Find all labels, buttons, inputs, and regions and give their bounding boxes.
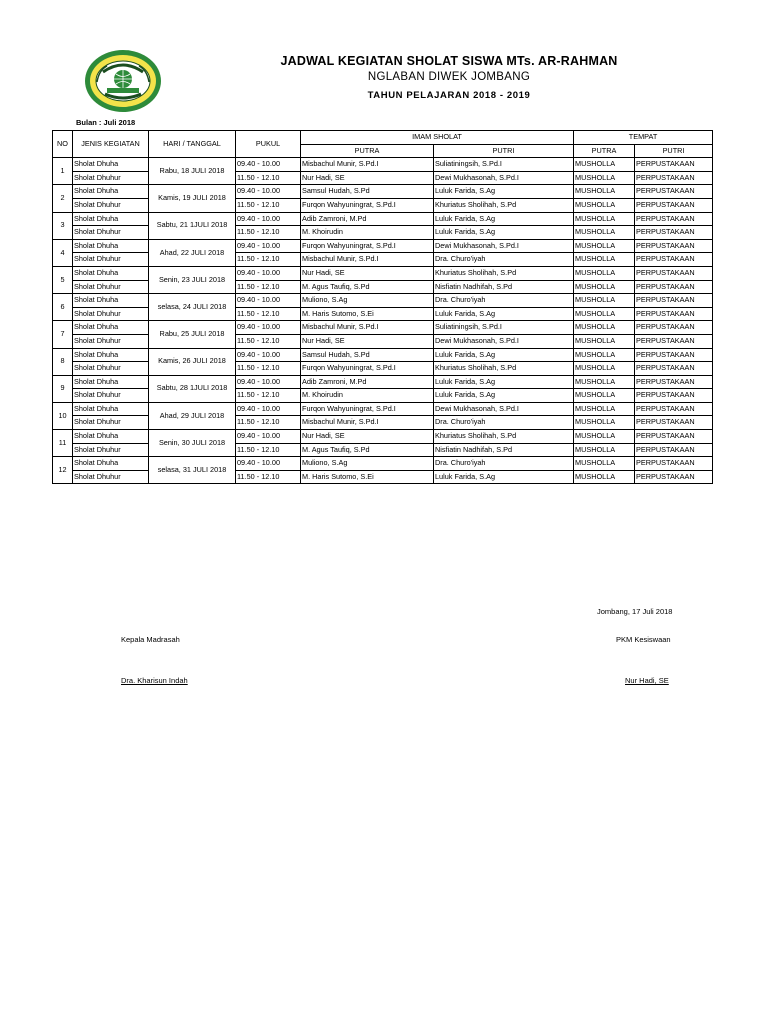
cell-kegiatan: Sholat Dhuha	[73, 294, 149, 308]
cell-kegiatan: Sholat Dhuhur	[73, 307, 149, 321]
col-header-pukul: PUKUL	[236, 131, 301, 158]
signature-left-role: Kepala Madrasah	[121, 635, 180, 644]
row-number: 7	[53, 321, 73, 348]
cell-imam-putra: Furqon Wahyuningrat, S.Pd.I	[301, 402, 434, 416]
cell-imam-putra: Adib Zamroni, M.Pd	[301, 375, 434, 389]
row-number: 8	[53, 348, 73, 375]
col-header-imam-putri: PUTRI	[434, 144, 574, 158]
cell-tempat-putra: MUSHOLLA	[574, 457, 635, 471]
cell-pukul: 11.50 - 12.10	[236, 470, 301, 484]
cell-date: Kamis, 19 JULI 2018	[149, 185, 236, 212]
cell-tempat-putra: MUSHOLLA	[574, 375, 635, 389]
cell-tempat-putri: PERPUSTAKAAN	[635, 158, 713, 172]
cell-imam-putra: Samsul Hudah, S.Pd	[301, 185, 434, 199]
col-header-imam-putra: PUTRA	[301, 144, 434, 158]
cell-date: selasa, 31 JULI 2018	[149, 457, 236, 484]
cell-date: selasa, 24 JULI 2018	[149, 294, 236, 321]
cell-tempat-putri: PERPUSTAKAAN	[635, 362, 713, 376]
cell-tempat-putri: PERPUSTAKAAN	[635, 416, 713, 430]
cell-imam-putri: Dewi Mukhasonah, S.Pd.I	[434, 402, 574, 416]
cell-imam-putra: Misbachul Munir, S.Pd.I	[301, 253, 434, 267]
cell-imam-putri: Suliatiningsih, S.Pd.I	[434, 158, 574, 172]
cell-tempat-putra: MUSHOLLA	[574, 416, 635, 430]
cell-kegiatan: Sholat Dhuhur	[73, 334, 149, 348]
cell-imam-putri: Khuriatus Sholihah, S.Pd	[434, 198, 574, 212]
cell-imam-putra: Samsul Hudah, S.Pd	[301, 348, 434, 362]
cell-pukul: 11.50 - 12.10	[236, 334, 301, 348]
table-row	[53, 266, 713, 280]
cell-kegiatan: Sholat Dhuhur	[73, 416, 149, 430]
cell-pukul: 09.40 - 10.00	[236, 321, 301, 335]
cell-tempat-putri: PERPUSTAKAAN	[635, 443, 713, 457]
cell-pukul: 11.50 - 12.10	[236, 362, 301, 376]
cell-date: Sabtu, 21 1JULI 2018	[149, 212, 236, 239]
cell-imam-putra: Muliono, S.Ag	[301, 457, 434, 471]
cell-pukul: 09.40 - 10.00	[236, 212, 301, 226]
row-number: 10	[53, 402, 73, 429]
header-row	[53, 131, 713, 145]
cell-kegiatan: Sholat Dhuhur	[73, 171, 149, 185]
cell-imam-putri: Dewi Mukhasonah, S.Pd.I	[434, 334, 574, 348]
cell-tempat-putri: PERPUSTAKAAN	[635, 470, 713, 484]
cell-imam-putra: Furqon Wahyuningrat, S.Pd.I	[301, 239, 434, 253]
cell-date: Ahad, 22 JULI 2018	[149, 239, 236, 266]
cell-pukul: 11.50 - 12.10	[236, 198, 301, 212]
cell-kegiatan: Sholat Dhuha	[73, 402, 149, 416]
cell-imam-putra: Misbachul Munir, S.Pd.I	[301, 321, 434, 335]
academic-year: TAHUN PELAJARAN 2018 - 2019	[367, 90, 531, 101]
cell-pukul: 09.40 - 10.00	[236, 402, 301, 416]
cell-kegiatan: Sholat Dhuhur	[73, 280, 149, 294]
cell-kegiatan: Sholat Dhuha	[73, 348, 149, 362]
cell-imam-putri: Nisfiatin Nadhifah, S.Pd	[434, 280, 574, 294]
col-header-tempat: TEMPAT	[574, 131, 713, 145]
cell-tempat-putri: PERPUSTAKAAN	[635, 375, 713, 389]
table-row	[53, 294, 713, 308]
cell-pukul: 11.50 - 12.10	[236, 416, 301, 430]
cell-date: Senin, 30 JULI 2018	[149, 430, 236, 457]
cell-pukul: 11.50 - 12.10	[236, 171, 301, 185]
cell-tempat-putri: PERPUSTAKAAN	[635, 185, 713, 199]
cell-imam-putra: M. Khoirudin	[301, 226, 434, 240]
cell-imam-putri: Luluk Farida, S.Ag	[434, 375, 574, 389]
cell-imam-putri: Dewi Mukhasonah, S.Pd.I	[434, 239, 574, 253]
table-row	[53, 321, 713, 335]
cell-tempat-putra: MUSHOLLA	[574, 470, 635, 484]
cell-imam-putri: Dewi Mukhasonah, S.Pd.I	[434, 171, 574, 185]
table-row	[53, 185, 713, 199]
cell-imam-putra: M. Haris Sutomo, S.Ei	[301, 307, 434, 321]
cell-pukul: 09.40 - 10.00	[236, 430, 301, 444]
cell-tempat-putri: PERPUSTAKAAN	[635, 402, 713, 416]
row-number: 1	[53, 158, 73, 185]
cell-date: Sabtu, 28 1JULI 2018	[149, 375, 236, 402]
cell-imam-putra: Furqon Wahyuningrat, S.Pd.I	[301, 198, 434, 212]
cell-imam-putra: Muliono, S.Ag	[301, 294, 434, 308]
cell-date: Ahad, 29 JULI 2018	[149, 402, 236, 429]
cell-tempat-putri: PERPUSTAKAAN	[635, 212, 713, 226]
col-header-tempat-putra: PUTRA	[574, 144, 635, 158]
cell-kegiatan: Sholat Dhuha	[73, 212, 149, 226]
cell-pukul: 09.40 - 10.00	[236, 266, 301, 280]
cell-tempat-putra: MUSHOLLA	[574, 185, 635, 199]
col-header-imam: IMAM SHOLAT	[301, 131, 574, 145]
cell-imam-putra: M. Khoirudin	[301, 389, 434, 403]
cell-imam-putra: Misbachul Munir, S.Pd.I	[301, 416, 434, 430]
cell-tempat-putri: PERPUSTAKAAN	[635, 294, 713, 308]
col-header-kegiatan: JENIS KEGIATAN	[73, 131, 149, 158]
cell-date: Kamis, 26 JULI 2018	[149, 348, 236, 375]
table-row	[53, 158, 713, 172]
cell-pukul: 11.50 - 12.10	[236, 443, 301, 457]
cell-pukul: 09.40 - 10.00	[236, 348, 301, 362]
cell-imam-putra: Nur Hadi, SE	[301, 266, 434, 280]
cell-tempat-putri: PERPUSTAKAAN	[635, 198, 713, 212]
cell-pukul: 09.40 - 10.00	[236, 158, 301, 172]
table-row	[53, 239, 713, 253]
row-number: 5	[53, 266, 73, 293]
cell-kegiatan: Sholat Dhuha	[73, 457, 149, 471]
table-row	[53, 375, 713, 389]
schedule-table	[52, 130, 713, 484]
row-number: 6	[53, 294, 73, 321]
cell-pukul: 11.50 - 12.10	[236, 226, 301, 240]
cell-tempat-putra: MUSHOLLA	[574, 334, 635, 348]
cell-imam-putra: Furqon Wahyuningrat, S.Pd.I	[301, 362, 434, 376]
cell-tempat-putri: PERPUSTAKAAN	[635, 253, 713, 267]
cell-tempat-putra: MUSHOLLA	[574, 307, 635, 321]
cell-tempat-putra: MUSHOLLA	[574, 239, 635, 253]
cell-pukul: 09.40 - 10.00	[236, 185, 301, 199]
cell-pukul: 11.50 - 12.10	[236, 307, 301, 321]
cell-date: Rabu, 25 JULI 2018	[149, 321, 236, 348]
cell-imam-putri: Luluk Farida, S.Ag	[434, 212, 574, 226]
row-number: 9	[53, 375, 73, 402]
row-number: 2	[53, 185, 73, 212]
cell-tempat-putra: MUSHOLLA	[574, 294, 635, 308]
cell-kegiatan: Sholat Dhuha	[73, 185, 149, 199]
cell-kegiatan: Sholat Dhuhur	[73, 470, 149, 484]
cell-kegiatan: Sholat Dhuha	[73, 430, 149, 444]
cell-tempat-putri: PERPUSTAKAAN	[635, 266, 713, 280]
cell-imam-putra: Adib Zamroni, M.Pd	[301, 212, 434, 226]
cell-tempat-putra: MUSHOLLA	[574, 430, 635, 444]
cell-kegiatan: Sholat Dhuhur	[73, 253, 149, 267]
cell-tempat-putra: MUSHOLLA	[574, 158, 635, 172]
cell-kegiatan: Sholat Dhuhur	[73, 389, 149, 403]
table-row	[53, 348, 713, 362]
cell-imam-putra: Nur Hadi, SE	[301, 430, 434, 444]
cell-imam-putri: Luluk Farida, S.Ag	[434, 226, 574, 240]
cell-tempat-putri: PERPUSTAKAAN	[635, 239, 713, 253]
cell-kegiatan: Sholat Dhuhur	[73, 226, 149, 240]
row-number: 4	[53, 239, 73, 266]
col-header-tempat-putri: PUTRI	[635, 144, 713, 158]
cell-pukul: 09.40 - 10.00	[236, 375, 301, 389]
cell-kegiatan: Sholat Dhuhur	[73, 198, 149, 212]
cell-date: Rabu, 18 JULI 2018	[149, 158, 236, 185]
document-subtitle: NGLABAN DIWEK JOMBANG	[367, 71, 531, 83]
month-label: Bulan : Juli 2018	[76, 118, 136, 127]
cell-tempat-putri: PERPUSTAKAAN	[635, 389, 713, 403]
signature-left-name: Dra. Kharisun Indah	[121, 676, 188, 685]
cell-kegiatan: Sholat Dhuha	[73, 239, 149, 253]
cell-imam-putri: Khuriatus Sholihah, S.Pd	[434, 362, 574, 376]
cell-tempat-putra: MUSHOLLA	[574, 266, 635, 280]
cell-pukul: 11.50 - 12.10	[236, 253, 301, 267]
cell-tempat-putra: MUSHOLLA	[574, 402, 635, 416]
cell-pukul: 09.40 - 10.00	[236, 294, 301, 308]
cell-tempat-putra: MUSHOLLA	[574, 226, 635, 240]
table-row	[53, 430, 713, 444]
cell-imam-putri: Luluk Farida, S.Ag	[434, 470, 574, 484]
cell-tempat-putra: MUSHOLLA	[574, 280, 635, 294]
cell-imam-putri: Luluk Farida, S.Ag	[434, 185, 574, 199]
cell-tempat-putri: PERPUSTAKAAN	[635, 226, 713, 240]
cell-kegiatan: Sholat Dhuha	[73, 158, 149, 172]
cell-date: Senin, 23 JULI 2018	[149, 266, 236, 293]
signature-right-name: Nur Hadi, SE	[625, 676, 669, 685]
cell-tempat-putri: PERPUSTAKAAN	[635, 430, 713, 444]
cell-imam-putri: Khuriatus Sholihah, S.Pd	[434, 266, 574, 280]
cell-tempat-putra: MUSHOLLA	[574, 253, 635, 267]
cell-tempat-putra: MUSHOLLA	[574, 212, 635, 226]
cell-imam-putra: Misbachul Munir, S.Pd.I	[301, 158, 434, 172]
cell-imam-putri: Luluk Farida, S.Ag	[434, 307, 574, 321]
cell-tempat-putra: MUSHOLLA	[574, 389, 635, 403]
row-number: 12	[53, 457, 73, 484]
cell-pukul: 11.50 - 12.10	[236, 389, 301, 403]
signature-right-role: PKM Kesiswaan	[616, 635, 671, 644]
cell-tempat-putra: MUSHOLLA	[574, 171, 635, 185]
cell-tempat-putra: MUSHOLLA	[574, 443, 635, 457]
cell-tempat-putra: MUSHOLLA	[574, 321, 635, 335]
cell-pukul: 09.40 - 10.00	[236, 457, 301, 471]
cell-kegiatan: Sholat Dhuhur	[73, 443, 149, 457]
cell-kegiatan: Sholat Dhuhur	[73, 362, 149, 376]
table-row	[53, 212, 713, 226]
cell-imam-putri: Dra. Churo'iyah	[434, 457, 574, 471]
cell-tempat-putra: MUSHOLLA	[574, 198, 635, 212]
cell-imam-putra: Nur Hadi, SE	[301, 171, 434, 185]
cell-tempat-putri: PERPUSTAKAAN	[635, 280, 713, 294]
col-header-tanggal: HARI / TANGGAL	[149, 131, 236, 158]
cell-tempat-putri: PERPUSTAKAAN	[635, 348, 713, 362]
row-number: 3	[53, 212, 73, 239]
cell-imam-putri: Khuriatus Sholihah, S.Pd	[434, 430, 574, 444]
cell-imam-putra: M. Agus Taufiq, S.Pd	[301, 443, 434, 457]
signature-place-date: Jombang, 17 Juli 2018	[597, 607, 673, 616]
cell-tempat-putri: PERPUSTAKAAN	[635, 307, 713, 321]
document-title: JADWAL KEGIATAN SHOLAT SISWA MTs. AR-RAHMAN	[280, 54, 618, 68]
cell-imam-putri: Dra. Churo'iyah	[434, 253, 574, 267]
cell-imam-putri: Luluk Farida, S.Ag	[434, 348, 574, 362]
cell-kegiatan: Sholat Dhuha	[73, 266, 149, 280]
cell-tempat-putri: PERPUSTAKAAN	[635, 334, 713, 348]
cell-imam-putra: M. Haris Sutomo, S.Ei	[301, 470, 434, 484]
cell-imam-putri: Dra. Churo'iyah	[434, 416, 574, 430]
cell-imam-putra: Nur Hadi, SE	[301, 334, 434, 348]
cell-imam-putri: Nisfiatin Nadhifah, S.Pd	[434, 443, 574, 457]
col-header-no: NO	[53, 131, 73, 158]
cell-kegiatan: Sholat Dhuha	[73, 375, 149, 389]
cell-imam-putra: M. Agus Taufiq, S.Pd	[301, 280, 434, 294]
cell-tempat-putra: MUSHOLLA	[574, 362, 635, 376]
cell-tempat-putra: MUSHOLLA	[574, 348, 635, 362]
cell-kegiatan: Sholat Dhuha	[73, 321, 149, 335]
cell-pukul: 11.50 - 12.10	[236, 280, 301, 294]
cell-imam-putri: Luluk Farida, S.Ag	[434, 389, 574, 403]
cell-tempat-putri: PERPUSTAKAAN	[635, 171, 713, 185]
cell-imam-putri: Suliatiningsih, S.Pd.I	[434, 321, 574, 335]
table-row	[53, 402, 713, 416]
cell-tempat-putri: PERPUSTAKAAN	[635, 457, 713, 471]
cell-pukul: 09.40 - 10.00	[236, 239, 301, 253]
cell-imam-putri: Dra. Churo'iyah	[434, 294, 574, 308]
cell-tempat-putri: PERPUSTAKAAN	[635, 321, 713, 335]
row-number: 11	[53, 430, 73, 457]
table-row	[53, 457, 713, 471]
